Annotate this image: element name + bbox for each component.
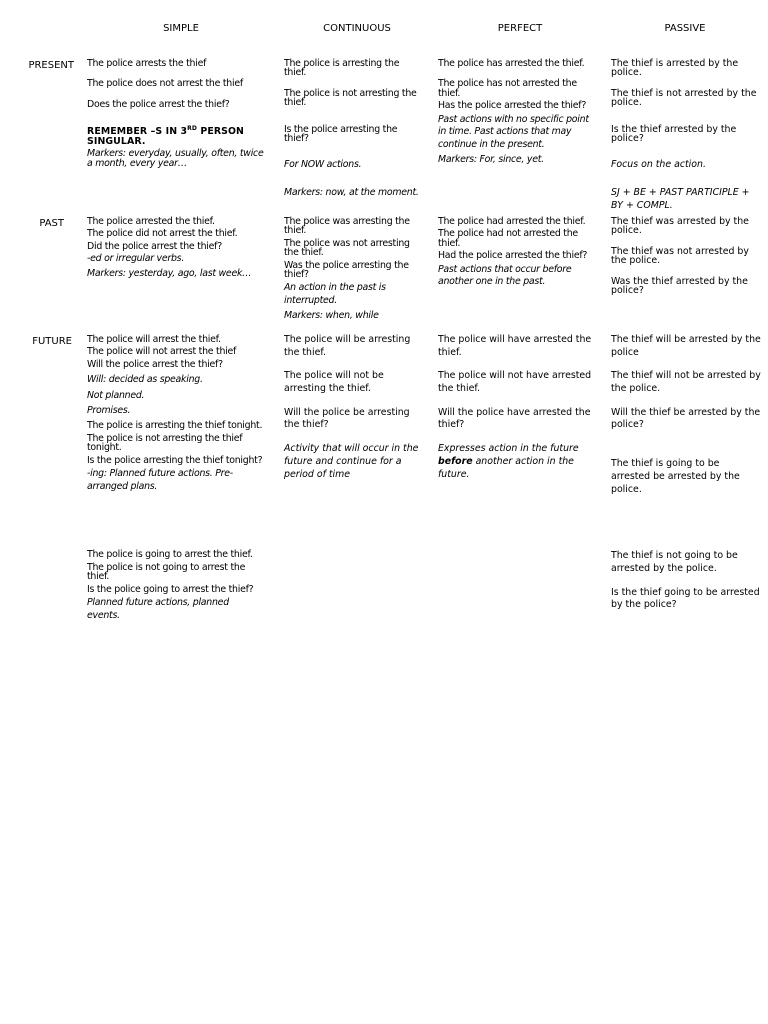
present-passive-cell xyxy=(611,59,761,212)
future-simple-promises: Promises. xyxy=(87,405,131,417)
future-simple-will-question: Will the police arrest the thief? xyxy=(87,358,223,370)
header-continuous: CONTINUOUS xyxy=(323,23,391,34)
future-simple-going-to-affirmative: The police is going to arrest the thief. xyxy=(87,549,253,561)
past-simple-markers: Markers: yesterday, ago, last week… xyxy=(87,267,252,279)
header-simple: SIMPLE xyxy=(163,23,199,34)
present-perfect-question: Has the police arrested the thief? xyxy=(438,100,587,112)
future-passive-going-to-negative: The thief is not going to be arrested by the police. xyxy=(611,550,738,574)
remember-superscript: RD xyxy=(187,125,197,133)
present-passive-negative: The thief is not arrested by the police. xyxy=(611,87,757,109)
present-passive-formula: SJ + BE + PAST PARTICIPLE + BY + COMPL. xyxy=(611,186,750,211)
past-passive-cell xyxy=(611,217,761,295)
past-passive-negative: The thief was not arrested by the police. xyxy=(611,245,749,267)
future-continuous-usage: Activity that will occur in the future and continue for a period of time xyxy=(284,443,419,480)
present-continuous-question: Is the police arresting the thief? xyxy=(284,123,398,145)
future-passive-question: Will the thief be arrested by the police? xyxy=(611,406,761,431)
future-perfect-usage-start: Expresses action in the future xyxy=(438,443,579,455)
future-passive-affirmative: The thief will be arrested by the police xyxy=(611,334,761,358)
future-perfect-question: Will the police have arrested the thief? xyxy=(438,406,591,431)
past-perfect-cell xyxy=(438,217,598,289)
future-simple-ing-negative: The police is not arresting the thief tonight. xyxy=(87,432,243,454)
past-continuous-markers: Markers: when, while xyxy=(284,309,379,321)
future-simple-ing-usage: -ing: Planned future actions. Pre-arranged plans. xyxy=(87,468,233,492)
remember-text: REMEMBER –S IN 3 xyxy=(87,126,188,138)
past-perfect-negative: The police had not arrested the thief. xyxy=(438,228,578,249)
present-simple-remember-note xyxy=(87,126,277,146)
present-simple-question: Does the police arrest the thief? xyxy=(87,98,230,110)
header-perfect: PERFECT xyxy=(497,23,543,34)
past-perfect-affirmative: The police had arrested the thief. xyxy=(438,216,586,227)
header-passive: PASSIVE xyxy=(664,23,706,34)
past-continuous-negative: The police was not arresting the thief. xyxy=(284,237,410,259)
present-continuous-cell xyxy=(284,59,424,200)
future-simple-will-negative: The police will not arrest the thief xyxy=(87,346,237,358)
present-passive-affirmative: The thief is arrested by the police. xyxy=(611,58,739,79)
future-continuous-cell xyxy=(284,334,424,481)
future-continuous-question: Will the police be arresting the thief? xyxy=(284,406,410,431)
past-continuous-usage: An action in the past is interrupted. xyxy=(284,282,386,307)
past-simple-cell xyxy=(87,217,277,278)
past-continuous-cell xyxy=(284,217,424,320)
future-simple-not-planned: Not planned. xyxy=(87,389,145,401)
past-perfect-question: Had the police arrested the thief? xyxy=(438,250,588,262)
future-continuous-affirmative: The police will be arresting the thief. xyxy=(284,334,411,358)
row-label-past: PAST xyxy=(39,218,64,229)
past-continuous-affirmative: The police was arresting the thief. xyxy=(284,216,410,237)
present-continuous-markers: Markers: now, at the moment. xyxy=(284,186,419,198)
future-passive-going-to-question: Is the thief going to be arrested by the police? xyxy=(611,586,760,611)
future-perfect-usage-end: another action in the future. xyxy=(438,455,574,480)
past-simple-negative: The police did not arrest the thief. xyxy=(87,228,238,240)
future-simple-going-to-usage: Planned future actions, planned events. xyxy=(87,597,229,621)
past-perfect-usage: Past actions that occur before another one in the past. xyxy=(438,263,572,288)
present-perfect-usage: Past actions with no specific point in time. Past actions that may continue in the present. xyxy=(438,113,589,150)
past-passive-question: Was the thief arrested by the police? xyxy=(611,275,748,297)
future-simple-cell xyxy=(87,335,277,622)
future-passive-going-to-affirmative: The thief is going to be arrested be arrested by the police. xyxy=(611,458,740,495)
past-passive-affirmative: The thief was arrested by the police. xyxy=(611,216,749,237)
future-passive-negative: The thief will not be arrested by the police. xyxy=(611,370,761,395)
present-continuous-negative: The police is not arresting the thief. xyxy=(284,87,417,109)
remember-text-end: PERSON SINGULAR. xyxy=(87,126,245,147)
future-simple-going-to-question: Is the police going to arrest the thief? xyxy=(87,583,254,595)
past-continuous-question: Was the police arresting the thief? xyxy=(284,259,409,281)
future-perfect-negative: The police will not have arrested the thief. xyxy=(438,370,592,395)
future-simple-ing-question: Is the police arresting the thief tonight? xyxy=(87,454,263,466)
present-continuous-affirmative: The police is arresting the thief. xyxy=(284,58,400,79)
present-passive-question: Is the thief arrested by the police? xyxy=(611,123,737,145)
present-simple-affirmative: The police arrests the thief xyxy=(87,58,207,69)
future-simple-will-usage: Will: decided as speaking. xyxy=(87,374,203,386)
present-perfect-negative: The police has not arrested the thief. xyxy=(438,78,577,99)
past-simple-question: Did the police arrest the thief? xyxy=(87,240,222,252)
future-perfect-usage-before: before xyxy=(438,455,473,467)
present-continuous-usage: For NOW actions. xyxy=(284,159,362,171)
future-passive-cell xyxy=(611,334,761,612)
future-perfect-affirmative: The police will have arrested the thief. xyxy=(438,334,592,358)
past-simple-affirmative: The police arrested the thief. xyxy=(87,216,215,227)
past-simple-usage: -ed or irregular verbs. xyxy=(87,253,185,265)
present-simple-markers: Markers: everyday, usually, often, twice a month, every year… xyxy=(87,148,264,169)
future-simple-ing-affirmative: The police is arresting the thief tonight. xyxy=(87,420,263,432)
future-simple-going-to-negative: The police is not going to arrest the thief. xyxy=(87,561,246,583)
present-perfect-affirmative: The police has arrested the thief. xyxy=(438,58,585,69)
present-passive-usage: Focus on the action. xyxy=(611,159,706,171)
row-label-present: PRESENT xyxy=(28,60,74,71)
future-simple-will-affirmative: The police will arrest the thief. xyxy=(87,334,221,345)
present-perfect-cell xyxy=(438,59,598,164)
future-continuous-negative: The police will not be arresting the thief. xyxy=(284,370,384,395)
future-perfect-usage xyxy=(438,443,598,481)
row-label-future: FUTURE xyxy=(32,336,72,347)
future-perfect-cell xyxy=(438,334,598,481)
present-simple-negative: The police does not arrest the thief xyxy=(87,78,243,90)
present-perfect-markers: Markers: For, since, yet. xyxy=(438,153,544,165)
present-simple-cell xyxy=(87,59,277,168)
